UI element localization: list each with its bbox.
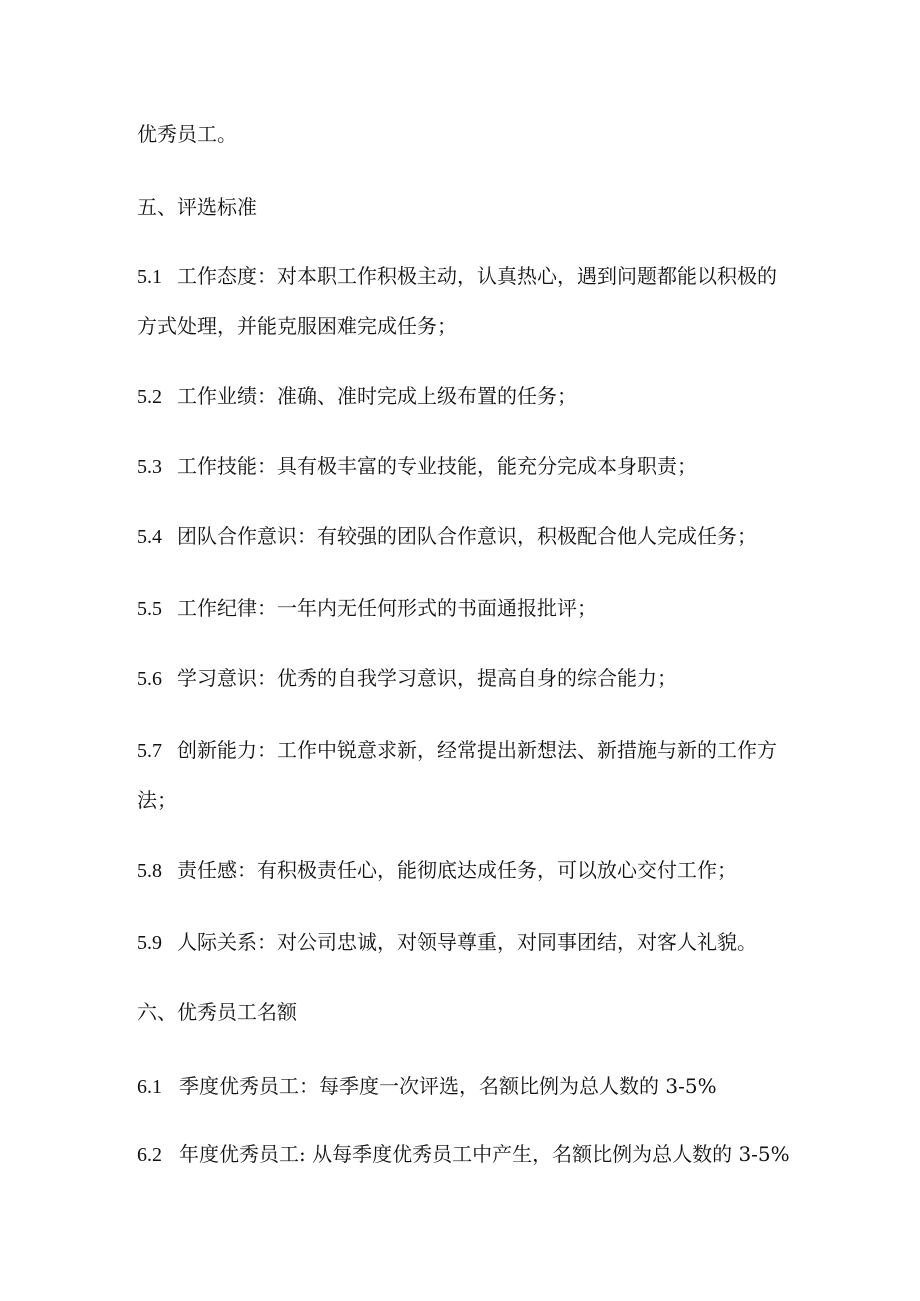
item-text: 学习意识：优秀的自我学习意识，提高自身的综合能力； xyxy=(177,666,677,690)
item-number: 5.8 xyxy=(137,860,162,882)
item-text: 工作纪律：一年内无任何形式的书面通报批评； xyxy=(177,596,597,620)
criterion-5-4 xyxy=(137,523,757,550)
item-number: 6.2 xyxy=(137,1144,162,1166)
criterion-5-6 xyxy=(137,665,677,692)
lead-in-text: 优秀员工。 xyxy=(137,122,237,146)
item-number: 6.1 xyxy=(137,1076,162,1098)
item-text: 团队合作意识：有较强的团队合作意识，积极配合他人完成任务； xyxy=(177,524,757,548)
item-text: 工作态度：对本职工作积极主动，认真热心，遇到问题都能以积极的 xyxy=(177,264,777,288)
item-number: 5.3 xyxy=(137,456,162,478)
item-number: 5.2 xyxy=(137,386,162,408)
criterion-5-8 xyxy=(137,857,737,884)
criterion-5-2 xyxy=(137,383,577,410)
item-text: 年度优秀员工: 从每季度优秀员工中产生，名额比例为总人数的 3-5% xyxy=(179,1142,790,1166)
section-5-heading: 五、评选标准 xyxy=(137,195,257,219)
item-text: 创新能力：工作中锐意求新，经常提出新想法、新措施与新的工作方 xyxy=(177,738,777,762)
item-number: 5.7 xyxy=(137,740,162,762)
item-number: 5.6 xyxy=(137,668,162,690)
item-number: 5.5 xyxy=(137,598,162,620)
criterion-5-7-continuation: 法； xyxy=(137,788,177,812)
criterion-5-1 xyxy=(137,263,777,290)
criterion-5-1-continuation: 方式处理，并能克服困难完成任务； xyxy=(137,314,457,338)
quota-6-2 xyxy=(137,1141,790,1168)
item-number: 5.9 xyxy=(137,932,162,954)
item-text: 工作技能：具有极丰富的专业技能，能充分完成本身职责； xyxy=(177,454,697,478)
item-number: 5.4 xyxy=(137,526,162,548)
item-number: 5.1 xyxy=(137,266,162,288)
section-6-heading: 六、优秀员工名额 xyxy=(137,1000,297,1024)
item-text: 工作业绩：准确、准时完成上级布置的任务； xyxy=(177,384,577,408)
item-text: 人际关系：对公司忠诚，对领导尊重，对同事团结，对客人礼貌。 xyxy=(177,930,757,954)
criterion-5-5 xyxy=(137,595,597,622)
criterion-5-7 xyxy=(137,737,777,764)
item-text: 季度优秀员工：每季度一次评选，名额比例为总人数的 3-5% xyxy=(179,1074,717,1098)
item-text: 责任感：有积极责任心，能彻底达成任务，可以放心交付工作； xyxy=(177,858,737,882)
criterion-5-3 xyxy=(137,453,697,480)
quota-6-1 xyxy=(137,1073,717,1100)
criterion-5-9 xyxy=(137,929,757,956)
